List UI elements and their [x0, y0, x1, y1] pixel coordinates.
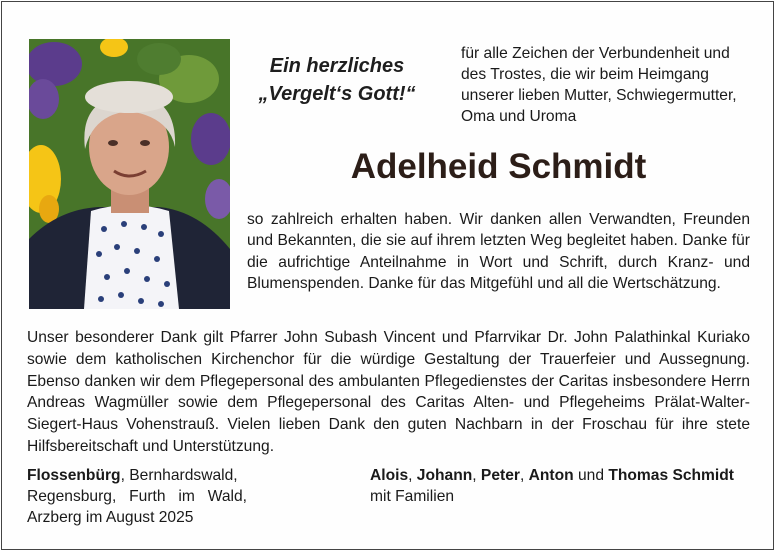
family-separator: ,: [472, 467, 481, 484]
places-signature: [27, 465, 247, 528]
thanks-paragraph-2: Unser besonderer Dank gilt Pfarrer John Subash Vincent und Pfarrvikar Dr. John Palathinkal Kuriako sowie dem katholischen Kirchenchor für die würdige Gestaltung der Trauerfeier und Aussegnung. Ebenso danken wir dem Pflegepersonal des ambulanten Pflegedienstes der Caritas insbesondere Herrn Andreas Wagmüller sowie dem Pflegepersonal des Caritas Alten- und Pflegeheims Prälat-Walter-Siegert-Haus Vohenstrauß. Vielen lieben Dank den guten Nachbarn in der Froschau für ihre stete Hilfsbereitschaft und Unterstützung.: [27, 329, 750, 455]
intro-line: Oma und Uroma: [461, 108, 577, 125]
places-line-1-rest: , Bernhardswald,: [120, 467, 238, 484]
intro-text: [461, 43, 751, 127]
thanks-line-1: Ein herzliches: [269, 55, 405, 77]
family-separator: ,: [408, 467, 417, 484]
portrait-illustration: [29, 39, 230, 309]
intro-line: des Trostes, die wir beim Heimgang: [461, 66, 709, 83]
places-line-3: Arzberg im August 2025: [27, 509, 194, 526]
family-names: [370, 465, 750, 486]
family-name: Anton: [528, 467, 574, 484]
family-name: Alois: [370, 467, 409, 484]
main-place: Flossenbürg: [27, 467, 121, 484]
family-connector: und: [573, 467, 609, 484]
thanks-heading: [247, 52, 427, 108]
intro-line: unserer lieben Mutter, Schwiegermutter,: [461, 87, 737, 104]
family-name: Thomas Schmidt: [608, 467, 734, 484]
places-line-1: [27, 465, 247, 486]
family-name: Johann: [416, 467, 473, 484]
family-separator: ,: [519, 467, 529, 484]
portrait-photo: [29, 39, 230, 309]
thanks-paragraph-1: so zahlreich erhalten haben. Wir danken allen Verwandten, Freunden und Bekannten, die sie auf ihrem letzten Weg begleitet haben. Danke für die aufrichtige Anteilnahme in Wort und Schrift, durch Kranz- und Blumenspenden. Danke für das Mitgefühl und all die Wertschätzung.: [247, 211, 750, 292]
places-line-2: Regensburg, Furth im Wald,: [27, 488, 247, 505]
thanks-line-2: „Vergelt‘s Gott!“: [258, 83, 416, 105]
family-signature: [370, 465, 750, 507]
family-name: Peter: [480, 467, 520, 484]
deceased-name: Adelheid Schmidt: [350, 147, 647, 186]
family-suffix: mit Familien: [370, 488, 455, 505]
intro-line: für alle Zeichen der Verbundenheit und: [461, 45, 730, 62]
obituary-frame: [1, 1, 774, 550]
